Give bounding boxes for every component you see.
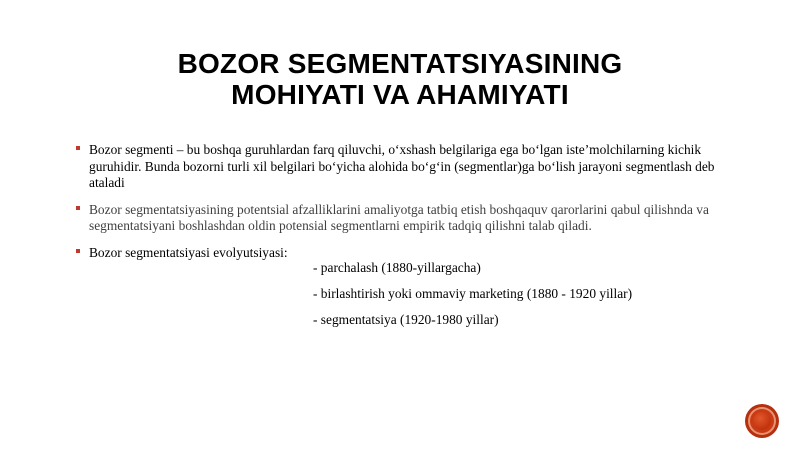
evolution-item <box>313 286 632 303</box>
evolution-item-text: - parchalash (1880-yillargacha) <box>313 260 481 275</box>
circle-nav-icon <box>753 412 771 430</box>
bullet-item <box>76 202 716 235</box>
slide-title-line-1: BOZOR SEGMENTATSIYASINING <box>177 48 623 79</box>
bullet-list <box>76 142 716 261</box>
evolution-item <box>313 312 499 329</box>
evolution-item-text: - birlashtirish yoki ommaviy marketing (1880 - 1920 yillar) <box>313 286 633 301</box>
slide-title-line-2: MOHIYATI VA AHAMIYATI <box>231 79 569 110</box>
bullet-label: Bozor segmentatsiyasi evolyutsiyasi: <box>89 244 288 260</box>
bullet-marker-icon <box>76 249 80 253</box>
evolution-item <box>313 260 481 277</box>
nav-button[interactable] <box>748 407 776 435</box>
slide-title <box>0 48 800 110</box>
bullet-item <box>76 245 716 262</box>
bullet-text: Bozor segmenti – bu boshqa guruhlardan farq qiluvchi, oʻxshash belgilariga ega boʻlgan isteʼmolchilarning kichik guruhidir. Bunda bozorni turli xil belgilari boʻyicha alohida boʻgʻin (segmentlar)ga boʻlish jarayoni segmentlash deb ataladi <box>89 142 715 190</box>
bullet-item <box>76 142 716 192</box>
bullet-marker-icon <box>76 206 80 210</box>
bullet-text: Bozor segmentatsiyasining potentsial afzalliklarini amaliyotga tatbiq etish boshqaquv qarorlarini qabul qilishnda va segmentatsiyani boshlashdan oldin potensial segmentlarni empirik tadqiq qilishni talab qiladi. <box>89 201 709 233</box>
evolution-item-text: - segmentatsiya (1920-1980 yillar) <box>313 312 499 327</box>
bullet-marker-icon <box>76 146 80 150</box>
